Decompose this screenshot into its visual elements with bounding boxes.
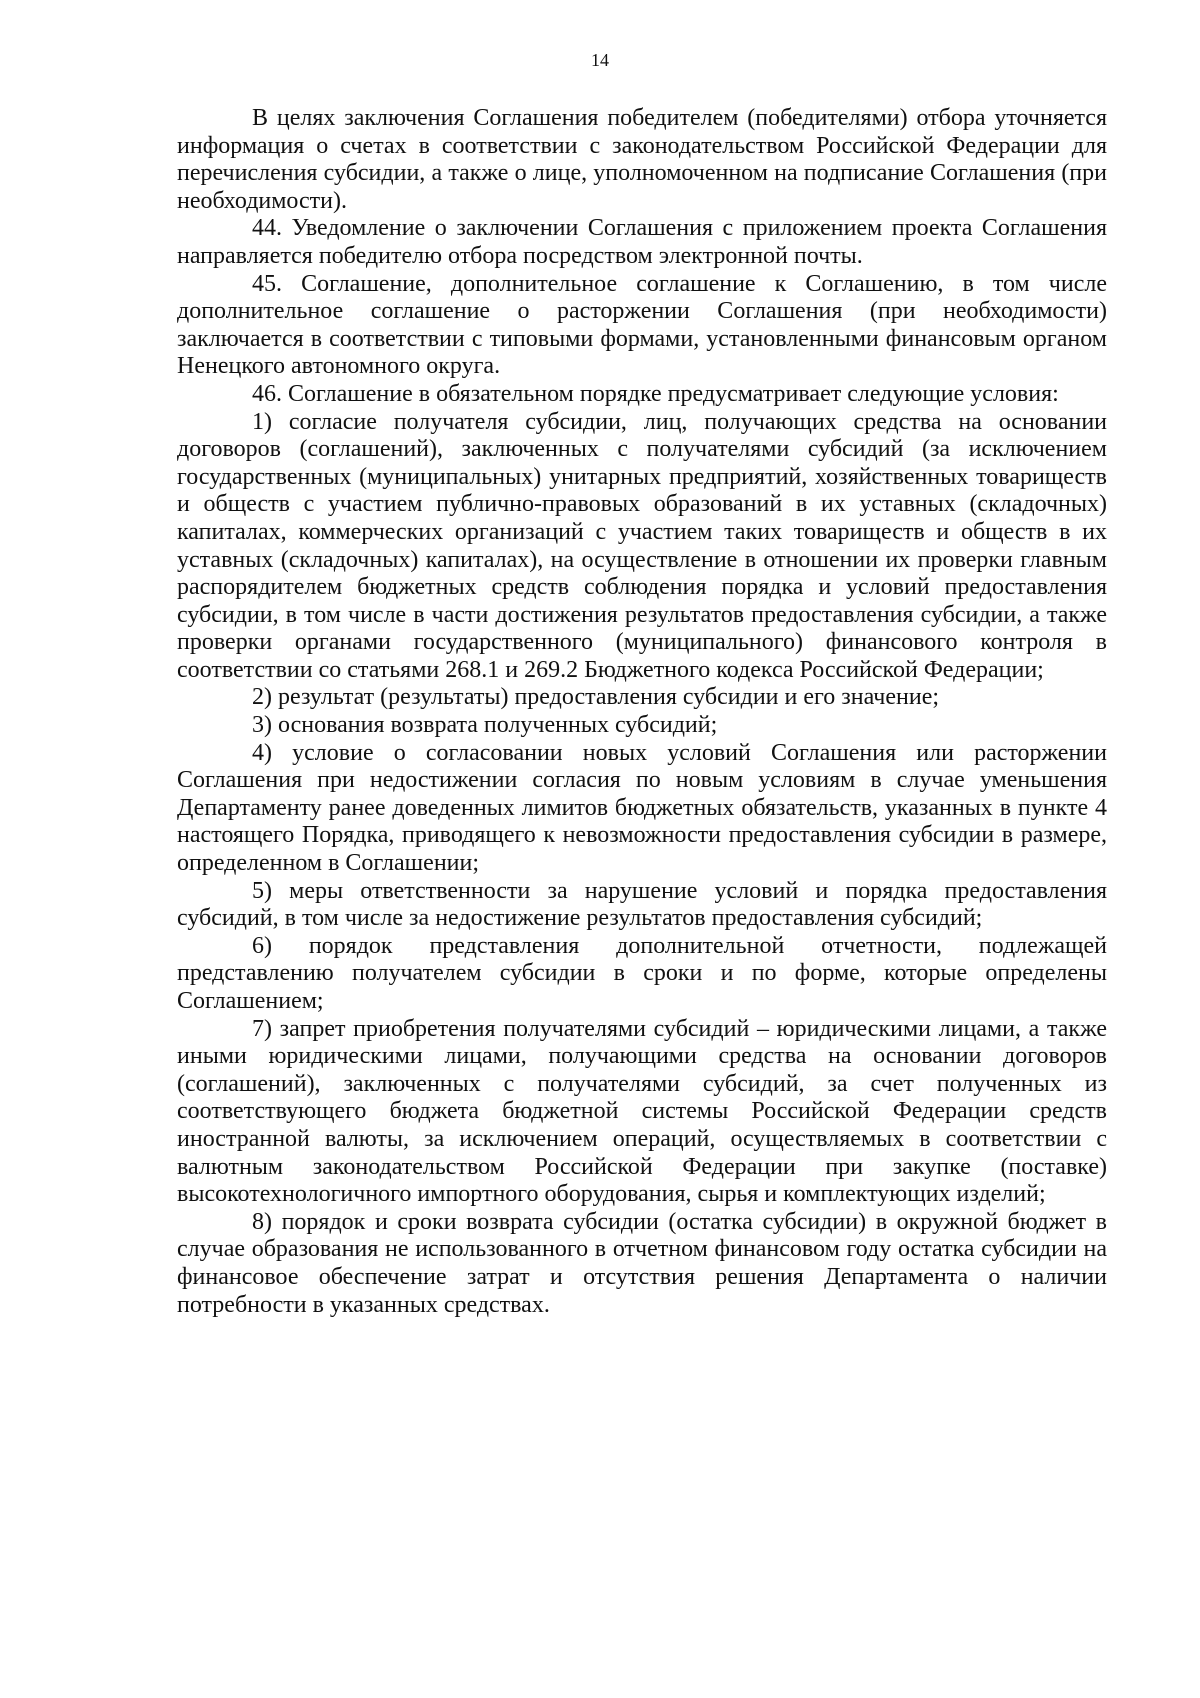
page-number: 14 [591,50,609,70]
list-item-6: 6) порядок представления дополнительной отчетности, подлежащей представлению получателем субсидии в сроки и по форме, которые определены Соглашением; [177,932,1107,1014]
paragraph-44: 44. Уведомление о заключении Соглашения с приложением проекта Соглашения направляется победителю отбора посредством электронной почты. [177,215,1107,269]
document-body [177,105,1107,1319]
paragraph-45: 45. Соглашение, дополнительное соглашение к Соглашению, в том числе дополнительное соглашение о расторжении Соглашения (при необходимости) заключается в соответствии с типовыми формами, установленными финансовым органом Ненецкого автономного округа. [177,270,1107,380]
list-item-5: 5) меры ответственности за нарушение условий и порядка предоставления субсидий, в том числе за недостижение результатов предоставления субсидий; [177,877,1107,932]
paragraph-46: 46. Соглашение в обязательном порядке предусматривает следующие условия: [252,380,1059,407]
list-item-4: 4) условие о согласовании новых условий Соглашения или расторжении Соглашения при недостижении согласия по новым условиям в случае уменьшения Департаменту ранее доведенных лимитов бюджетных обязательств, указанных в пункте 4 настоящего Порядка, приводящего к невозможности предоставления субсидии в размере, определенном в Соглашении; [177,739,1107,877]
list-item-1: 1) согласие получателя субсидии, лиц, получающих средства на основании договоров (соглашений), заключенных с получателями субсидий (за исключением государственных (муниципальных) унитарных предприятий, хозяйственных товариществ и обществ с участием публично-правовых образований в их уставных (складочных) капиталах, коммерческих организаций с участием таких товариществ и обществ в их уставных (складочных) капиталах), на осуществление в отношении их проверки главным распорядителем бюджетных средств соблюдения порядка и условий предоставления субсидии, в том числе в части достижения результатов предоставления субсидии, а также проверки органами государственного (муниципального) финансового контроля в соответствии со статьями 268.1 и 269.2 Бюджетного кодекса Российской Федерации; [177,408,1107,683]
list-item-7: 7) запрет приобретения получателями субсидий – юридическими лицами, а также иными юридическими лицами, получающими средства на основании договоров (соглашений), заключенных с получателями субсидий, за счет полученных из соответствующего бюджета бюджетной системы Российской Федерации средств иностранной валюты, за исключением операций, осуществляемых в соответствии с валютным законодательством Российской Федерации при закупке (поставке) высокотехнологичного импортного оборудования, сырья и комплектующих изделий; [177,1015,1107,1208]
list-item-8: 8) порядок и сроки возврата субсидии (остатка субсидии) в окружной бюджет в случае образования не использованного в отчетном финансовом году остатка субсидии на финансовое обеспечение затрат и отсутствия решения Департамента о наличии потребности в указанных средствах. [177,1208,1107,1318]
list-item-2: 2) результат (результаты) предоставления субсидии и его значение; [252,684,940,711]
list-item-3: 3) основания возврата полученных субсидий; [252,712,718,739]
paragraph-intro: В целях заключения Соглашения победителем (победителями) отбора уточняется информация о счетах в соответствии с законодательством Российской Федерации для перечисления субсидии, а также о лице, уполномоченном на подписание Соглашения (при необходимости). [177,105,1107,214]
